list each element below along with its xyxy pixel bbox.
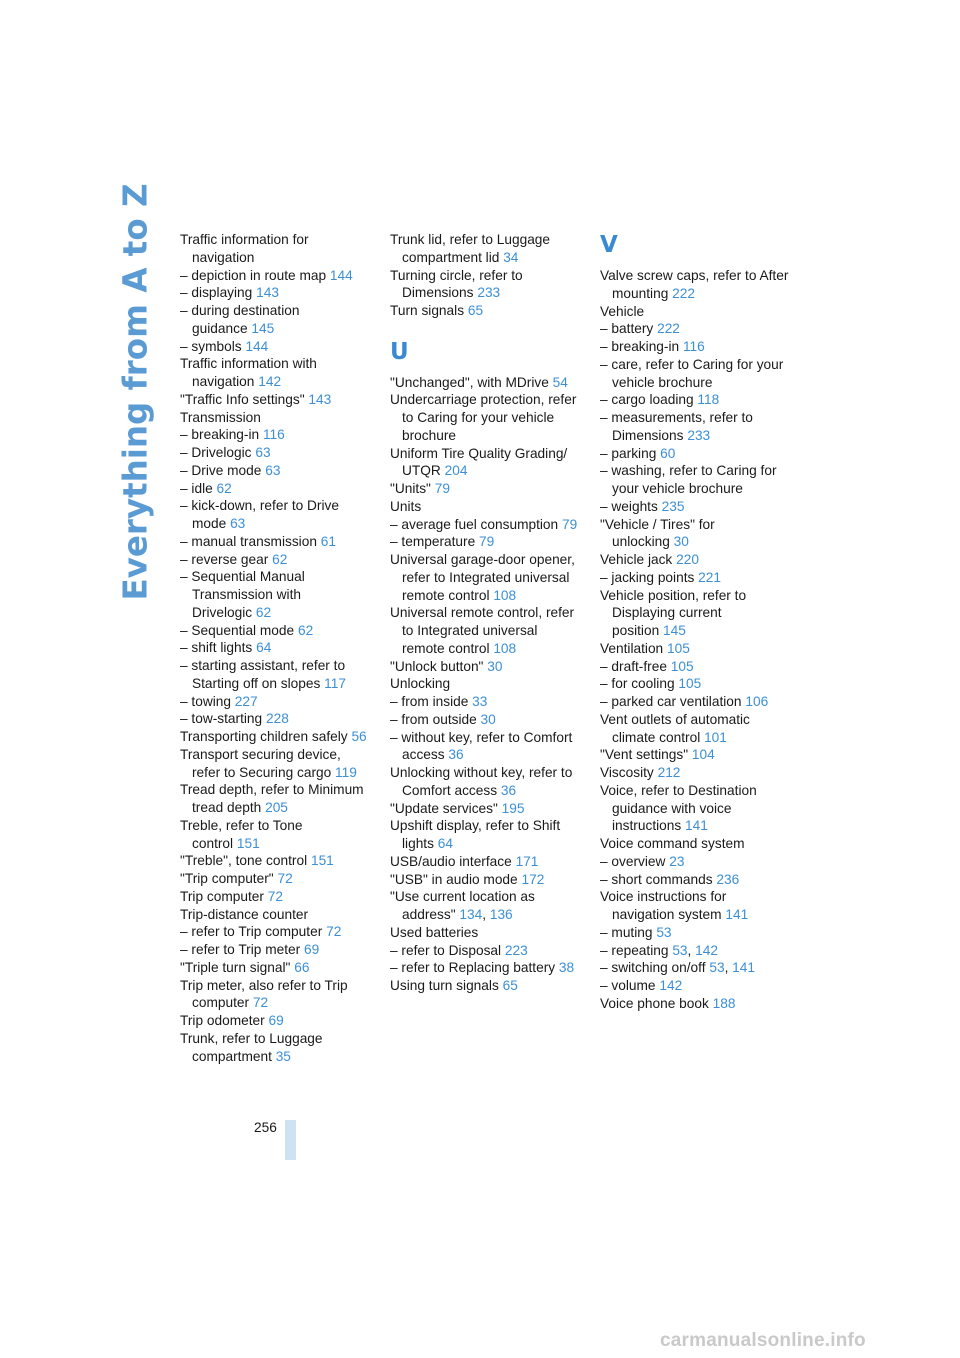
page-reference-link[interactable]: 72 xyxy=(267,888,283,904)
index-entry xyxy=(390,302,582,320)
index-term: – refer to Trip meter xyxy=(180,942,301,957)
index-term: "Trip computer" xyxy=(180,871,274,886)
index-term: – starting assistant, refer to Starting off on slopes xyxy=(180,658,346,691)
index-entry xyxy=(600,888,792,924)
index-term: – cargo loading xyxy=(600,392,694,408)
page-reference-link[interactable]: 66 xyxy=(294,959,310,975)
index-term: – during destination guidance xyxy=(180,303,300,336)
page-reference-link[interactable]: 117 xyxy=(324,675,346,691)
page-reference-link[interactable]: 33 xyxy=(472,694,488,709)
index-term: – manual transmission xyxy=(180,533,317,549)
page-reference-link[interactable]: 30 xyxy=(480,711,496,727)
index-term: Using turn signals xyxy=(390,978,499,993)
page-reference-link[interactable]: 106 xyxy=(745,694,769,709)
page-reference-link[interactable]: 56 xyxy=(351,729,367,744)
index-entry xyxy=(600,924,792,942)
page-reference-link[interactable]: 116 xyxy=(262,427,285,443)
page-reference-link[interactable]: 142 xyxy=(695,942,718,958)
page-reference-link[interactable]: 69 xyxy=(268,1013,284,1028)
index-entry xyxy=(600,675,792,693)
index-term: Vehicle xyxy=(600,303,645,319)
index-entry xyxy=(180,710,372,728)
page-reference-link[interactable]: 53 xyxy=(709,960,725,976)
page-reference-link[interactable]: 63 xyxy=(230,516,246,531)
index-term: Turning circle, refer to Dimensions xyxy=(390,267,523,301)
page-reference-link[interactable]: 108 xyxy=(493,640,517,656)
page-reference-link[interactable]: 145 xyxy=(663,623,686,638)
index-entry xyxy=(390,817,582,853)
index-entry xyxy=(390,871,582,889)
index-term: – overview xyxy=(600,853,666,869)
index-term: – volume xyxy=(600,978,656,993)
page-reference-link[interactable]: 144 xyxy=(245,338,269,354)
index-term: "Triple turn signal" xyxy=(180,959,291,975)
index-term: Trunk lid, refer to Luggage compartment lid xyxy=(390,232,551,265)
index-term: "Update services" xyxy=(390,800,498,816)
page-reference-link[interactable]: 141 xyxy=(732,960,756,976)
index-term: – without key, refer to Comfort access xyxy=(390,729,573,763)
page-reference-link[interactable]: 69 xyxy=(304,942,320,957)
index-entry xyxy=(180,355,372,391)
index-term: Treble, refer to Tone control xyxy=(180,817,303,851)
index-entry xyxy=(180,817,372,853)
page-reference-link[interactable]: 143 xyxy=(256,285,279,301)
page-reference-link[interactable]: 233 xyxy=(477,285,501,301)
index-term: Transporting children safely xyxy=(180,729,348,744)
index-term: – tow-starting xyxy=(180,711,263,727)
page-reference-link[interactable]: 227 xyxy=(234,693,258,709)
index-entry: – repeating 53, 142 xyxy=(600,942,718,958)
index-entry xyxy=(390,942,582,960)
index-entry xyxy=(180,533,372,551)
index-entry xyxy=(600,640,792,658)
index-column-2 xyxy=(390,231,582,995)
index-entry xyxy=(390,498,582,516)
index-term: – draft-free xyxy=(600,658,667,674)
index-term: – parked car ventilation xyxy=(600,694,742,709)
index-entry xyxy=(600,569,792,587)
index-entry xyxy=(600,462,792,498)
index-term: – Sequential mode xyxy=(180,622,295,638)
page-reference-link[interactable]: 64 xyxy=(437,836,453,851)
index-term: – kick-down, refer to Drive mode xyxy=(180,498,339,531)
index-term: – depiction in route map xyxy=(180,267,327,283)
page-reference-link[interactable]: 101 xyxy=(704,729,727,745)
page-reference-link[interactable]: 141 xyxy=(725,907,749,922)
page-reference-link[interactable]: 116 xyxy=(682,339,705,354)
page-reference-link[interactable]: 223 xyxy=(504,942,528,958)
index-entry xyxy=(600,835,792,853)
index-term: – short commands xyxy=(600,871,713,887)
index-entry xyxy=(180,781,372,817)
page-reference-link[interactable]: 53 xyxy=(656,924,672,940)
index-entry xyxy=(390,516,582,534)
index-term: – measurements, refer to Dimensions xyxy=(600,410,753,443)
index-entry xyxy=(600,338,792,356)
index-term: Voice phone book xyxy=(600,995,709,1011)
index-term: "Units" xyxy=(390,481,431,496)
page-reference-link[interactable]: 236 xyxy=(716,871,740,887)
index-entry xyxy=(180,462,372,480)
index-term: Trunk, refer to Luggage compartment xyxy=(180,1030,323,1064)
page-reference-link[interactable]: 221 xyxy=(698,569,722,585)
index-entry xyxy=(180,657,372,693)
index-term: – parking xyxy=(600,445,657,461)
index-term: – battery xyxy=(600,321,654,337)
index-entry xyxy=(600,587,792,640)
page-reference-link[interactable]: 144 xyxy=(329,267,353,283)
index-term: – towing xyxy=(180,693,231,709)
index-entry xyxy=(390,959,582,977)
index-term: – breaking-in xyxy=(180,427,260,443)
page-reference-link[interactable]: 204 xyxy=(444,463,468,479)
page-reference-link[interactable]: 34 xyxy=(503,249,519,265)
index-entry xyxy=(180,1030,372,1066)
index-entry xyxy=(390,853,582,871)
page-reference-link[interactable]: 72 xyxy=(252,995,269,1011)
index-term: – from inside xyxy=(390,694,469,709)
index-entry xyxy=(600,871,792,889)
index-term: Trip odometer xyxy=(180,1013,265,1028)
index-term: – for cooling xyxy=(600,676,675,692)
watermark: carmanualsonline.info xyxy=(660,1330,866,1351)
page-reference-link[interactable]: 30 xyxy=(673,534,689,550)
page-reference-link[interactable]: 62 xyxy=(255,604,272,620)
index-term: Traffic information for navigation xyxy=(180,232,309,265)
index-entry xyxy=(180,977,372,1013)
index-term: "Treble", tone control xyxy=(180,853,308,869)
page-reference-link[interactable]: 61 xyxy=(320,533,336,549)
index-entry xyxy=(390,658,582,676)
index-term: Tread depth, refer to Minimum tread depth xyxy=(180,782,364,815)
page-reference-link[interactable]: 65 xyxy=(467,303,484,318)
index-term: Turn signals xyxy=(390,303,465,318)
index-entry xyxy=(390,675,582,693)
index-entry xyxy=(180,267,372,285)
index-entry xyxy=(180,302,372,338)
page-reference-link[interactable]: 212 xyxy=(657,765,681,780)
page-reference-link[interactable]: 60 xyxy=(660,445,676,461)
index-term: Ventilation xyxy=(600,640,664,656)
index-term: Uniform Tire Quality Grading/ UTQR xyxy=(390,445,568,479)
index-term: – care, refer to Caring for your vehicle brochure xyxy=(600,356,784,390)
index-entry xyxy=(600,551,792,569)
index-entry xyxy=(600,303,792,321)
section-title-vertical xyxy=(117,183,155,601)
index-entry xyxy=(600,853,792,871)
index-term: – from outside xyxy=(390,711,477,727)
page-reference-link[interactable]: 64 xyxy=(256,640,272,656)
page-reference-link[interactable]: 228 xyxy=(265,711,289,727)
page-reference-link[interactable]: 118 xyxy=(697,392,720,408)
index-term: – switching on/off xyxy=(600,960,706,976)
page-number: 256 xyxy=(254,1120,277,1135)
index-column-1 xyxy=(180,231,372,1065)
page-reference-link[interactable]: 222 xyxy=(672,285,695,301)
index-term: – displaying xyxy=(180,285,253,301)
page-number-bar xyxy=(285,1120,296,1160)
index-entry xyxy=(180,639,372,657)
index-term: "Vehicle / Tires" for unlocking xyxy=(600,516,715,550)
spacer xyxy=(390,320,582,338)
page-reference-link[interactable]: 188 xyxy=(712,995,736,1011)
index-entry xyxy=(600,267,792,303)
index-entry xyxy=(600,516,792,552)
index-entry xyxy=(180,746,372,782)
page-reference-link[interactable]: 205 xyxy=(265,800,288,815)
index-entry xyxy=(180,622,372,640)
page-reference-link[interactable]: 142 xyxy=(258,374,282,389)
index-term: Trip computer xyxy=(180,888,264,904)
index-entry xyxy=(180,728,372,746)
index-term: Voice instructions for navigation system xyxy=(600,889,727,922)
index-term: Universal remote control, refer to Integrated universal remote control xyxy=(390,605,575,656)
index-entry xyxy=(180,568,372,621)
index-entry xyxy=(600,764,792,782)
index-term: – breaking-in xyxy=(600,339,680,354)
index-term: Valve screw caps, refer to After mounting xyxy=(600,268,789,301)
index-entry xyxy=(600,356,792,392)
index-entry xyxy=(180,426,372,444)
page-reference-link[interactable]: 62 xyxy=(216,480,232,496)
index-term: – repeating xyxy=(600,942,669,958)
page-reference-link[interactable]: 142 xyxy=(659,978,683,993)
index-term: – refer to Replacing battery xyxy=(390,960,556,976)
page-reference-link[interactable]: 136 xyxy=(489,907,513,922)
index-term: – symbols xyxy=(180,338,242,354)
page-reference-link[interactable]: 143 xyxy=(308,391,332,407)
page-reference-link[interactable]: 172 xyxy=(521,871,545,887)
index-term: "Unchanged", with MDrive xyxy=(390,374,549,390)
index-entry xyxy=(180,497,372,533)
index-entry xyxy=(180,551,372,569)
page-reference-link[interactable]: 171 xyxy=(515,853,539,869)
page-reference-link[interactable]: 141 xyxy=(685,818,708,834)
index-entry xyxy=(180,888,372,906)
page-reference-link[interactable]: 220 xyxy=(676,552,699,567)
page-reference-link[interactable]: 134 xyxy=(459,907,483,922)
index-entry xyxy=(180,284,372,302)
index-term: – muting xyxy=(600,924,653,940)
page-reference-link[interactable]: 145 xyxy=(251,320,275,336)
index-entry xyxy=(390,977,582,995)
index-term: "Unlock button" xyxy=(390,658,484,674)
index-letter-heading: V xyxy=(600,232,618,258)
index-entry xyxy=(600,498,792,516)
page-reference-link[interactable]: 65 xyxy=(502,978,518,993)
page-reference-link[interactable]: 233 xyxy=(687,427,711,443)
index-term: Voice, refer to Destination guidance with voice instructions xyxy=(600,782,757,834)
index-entry xyxy=(600,445,792,463)
page-reference-link[interactable]: 105 xyxy=(678,676,702,692)
page-reference-link[interactable]: 23 xyxy=(669,853,685,869)
page-reference-link[interactable]: 151 xyxy=(236,835,260,851)
index-term: Undercarriage protection, refer to Caring for your vehicle brochure xyxy=(390,392,577,443)
index-entry xyxy=(600,746,792,764)
index-entry xyxy=(180,480,372,498)
index-entry xyxy=(390,729,582,765)
index-entry: "Use current location as address" 134, 136 xyxy=(390,889,535,922)
index-term: Unlocking xyxy=(390,676,451,692)
index-term: "Vent settings" xyxy=(600,747,689,763)
index-term: – shift lights xyxy=(180,640,253,656)
page-reference-link[interactable]: 30 xyxy=(487,658,503,674)
page-reference-link[interactable]: 63 xyxy=(255,445,271,460)
index-entry xyxy=(390,604,582,657)
index-term: – refer to Disposal xyxy=(390,942,502,958)
index-entry xyxy=(600,711,792,747)
index-entry xyxy=(600,782,792,835)
page-reference-link[interactable]: 72 xyxy=(326,924,342,940)
page-reference-link[interactable]: 105 xyxy=(670,658,694,674)
page-reference-link[interactable]: 104 xyxy=(691,747,715,763)
index-entry xyxy=(390,231,582,267)
index-term: Voice command system xyxy=(600,836,745,851)
index-entry xyxy=(390,374,582,392)
index-entry xyxy=(180,693,372,711)
index-entry xyxy=(390,693,582,711)
page-reference-link[interactable]: 63 xyxy=(265,462,281,478)
index-term: "Use current location as address" xyxy=(390,889,535,922)
index-entry xyxy=(180,906,372,924)
page-reference-link[interactable]: 62 xyxy=(272,551,288,567)
index-term: – refer to Trip computer xyxy=(180,924,323,940)
page-reference-link[interactable]: 79 xyxy=(561,516,578,532)
index-entry xyxy=(390,391,582,444)
section-title-text: Everything from A to Z xyxy=(117,183,155,601)
index-entry xyxy=(600,391,792,409)
index-term: – jacking points xyxy=(600,569,695,585)
index-term: Units xyxy=(390,498,422,514)
index-entry xyxy=(180,959,372,977)
page-reference-link[interactable]: 72 xyxy=(277,871,293,886)
index-term: Unlocking without key, refer to Comfort access xyxy=(390,765,573,798)
index-term: Vehicle position, refer to Displaying current position xyxy=(600,587,747,638)
index-entry xyxy=(600,693,792,711)
page-reference-link[interactable]: 79 xyxy=(479,534,495,550)
index-entry xyxy=(180,852,372,870)
index-term: – temperature xyxy=(390,534,476,550)
page-reference-link[interactable]: 235 xyxy=(661,498,685,514)
page-reference-link[interactable]: 222 xyxy=(657,321,680,337)
index-term: – Drive mode xyxy=(180,462,262,478)
page-reference-link[interactable]: 195 xyxy=(501,800,525,816)
index-term: Trip-distance counter xyxy=(180,906,309,922)
index-term: Transport securing device, refer to Securing cargo xyxy=(180,746,341,780)
index-entry xyxy=(600,977,792,995)
page-reference-link[interactable]: 105 xyxy=(666,640,690,656)
index-entry xyxy=(180,1012,372,1030)
index-term: Used batteries xyxy=(390,924,479,940)
index-term: Viscosity xyxy=(600,765,654,780)
index-term: Transmission xyxy=(180,409,261,425)
index-entry xyxy=(180,338,372,356)
index-term: – Drivelogic xyxy=(180,445,252,460)
index-entry xyxy=(180,391,372,409)
index-entry xyxy=(390,480,582,498)
index-entry xyxy=(390,800,582,818)
page-reference-link[interactable]: 36 xyxy=(500,782,517,798)
page-reference-link[interactable]: 36 xyxy=(448,747,464,763)
index-term: – reverse gear xyxy=(180,551,269,567)
index-term: – average fuel consumption xyxy=(390,516,559,532)
index-entry: – switching on/off 53, 141 xyxy=(600,960,756,976)
index-entry xyxy=(390,445,582,481)
page-reference-link[interactable]: 108 xyxy=(493,587,517,603)
index-term: USB/audio interface xyxy=(390,853,512,869)
index-letter-heading: U xyxy=(390,338,409,365)
index-entry xyxy=(390,551,582,604)
index-entry xyxy=(180,409,372,427)
page-reference-link[interactable]: 151 xyxy=(310,853,334,869)
index-entry xyxy=(180,941,372,959)
index-column-3 xyxy=(600,231,792,1013)
page-reference-link[interactable]: 35 xyxy=(275,1048,291,1064)
index-term: "Traffic Info settings" xyxy=(180,391,305,407)
index-entry xyxy=(600,320,792,338)
index-term: – idle xyxy=(180,480,213,496)
index-entry xyxy=(600,658,792,676)
index-term: – weights xyxy=(600,498,658,514)
index-entry xyxy=(390,267,582,303)
index-entry xyxy=(180,923,372,941)
index-entry xyxy=(390,924,582,942)
index-term: Universal garage-door opener, refer to Integrated universal remote control xyxy=(390,552,575,603)
page-reference-link[interactable]: 62 xyxy=(297,622,314,638)
index-term: – Sequential Manual Transmission with Drivelogic xyxy=(180,569,305,620)
page-reference-link[interactable]: 53 xyxy=(672,942,688,958)
page-reference-link[interactable]: 54 xyxy=(552,374,568,390)
index-term: Vehicle jack xyxy=(600,552,673,567)
index-entry xyxy=(180,870,372,888)
index-term: Upshift display, refer to Shift lights xyxy=(390,818,561,851)
index-term: Traffic information with navigation xyxy=(180,356,317,389)
page-reference-link[interactable]: 119 xyxy=(335,764,357,780)
index-entry xyxy=(390,711,582,729)
index-entry xyxy=(600,409,792,445)
index-term: Vent outlets of automatic climate control xyxy=(600,711,750,745)
index-entry xyxy=(180,231,372,267)
index-term: "USB" in audio mode xyxy=(390,871,518,887)
page-reference-link[interactable]: 79 xyxy=(434,481,450,496)
index-entry xyxy=(390,764,582,800)
index-entry xyxy=(180,444,372,462)
page-reference-link[interactable]: 38 xyxy=(558,960,575,976)
index-entry xyxy=(600,995,792,1013)
index-term: Trip meter, also refer to Trip computer xyxy=(180,977,348,1011)
index-entry xyxy=(390,533,582,551)
index-term: – washing, refer to Caring for your vehicle brochure xyxy=(600,463,777,496)
